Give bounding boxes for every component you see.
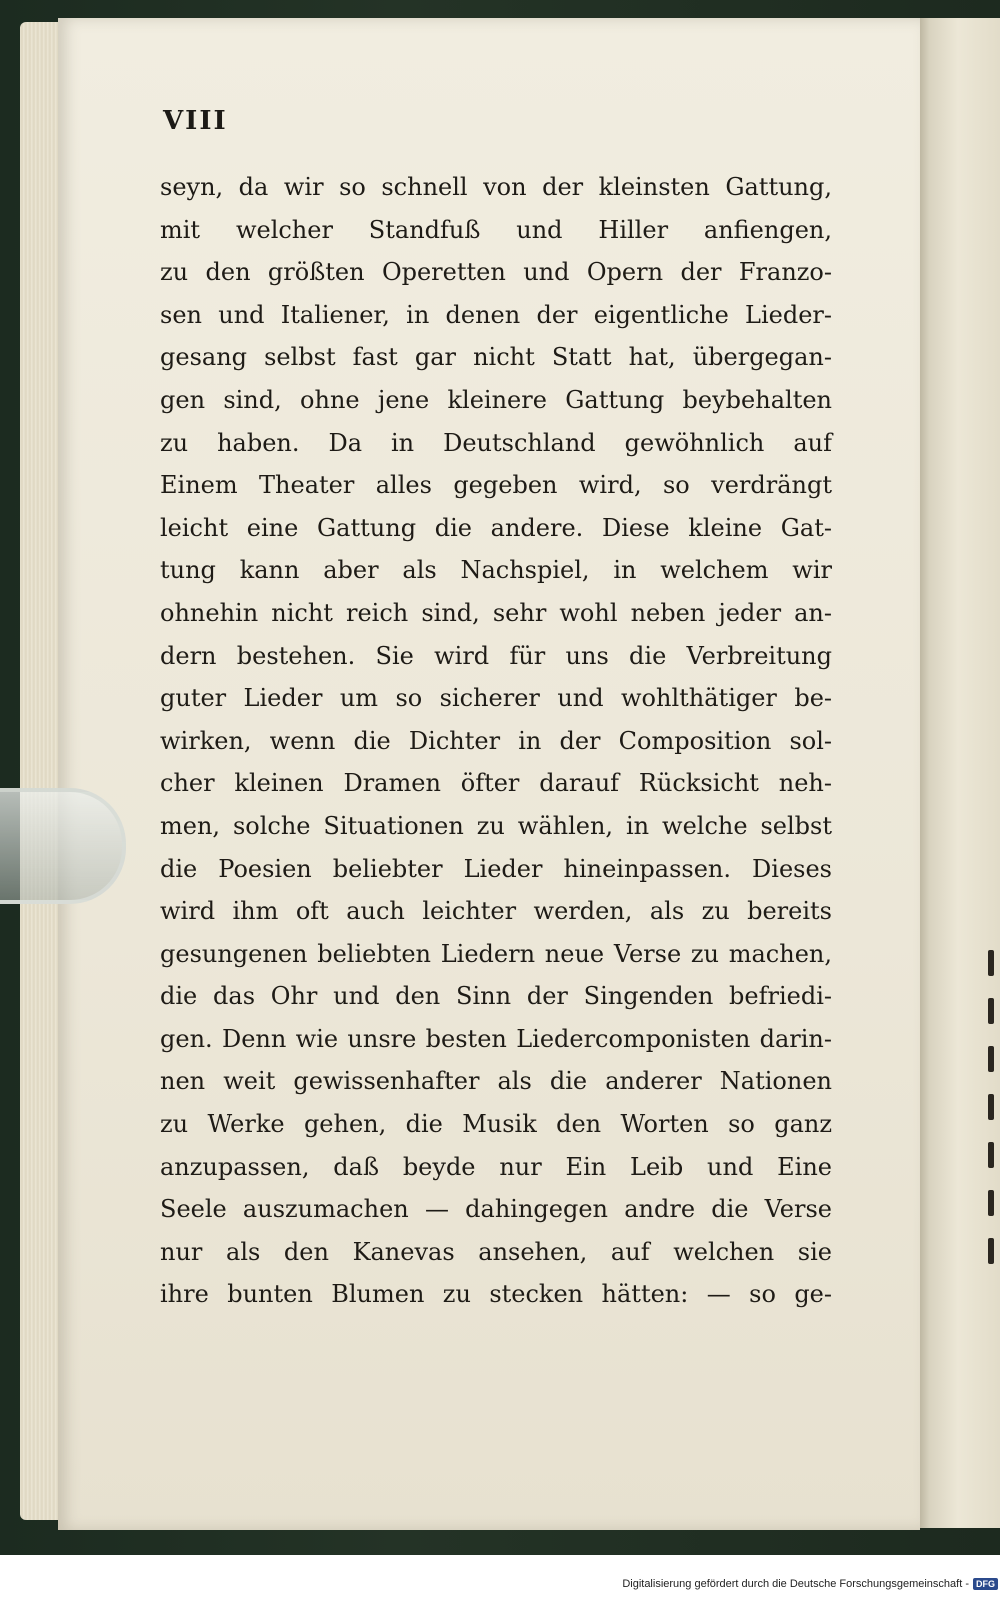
text-line: dern bestehen. Sie wird für uns die Verbreitung [160, 641, 832, 670]
page-holder-clip [0, 788, 126, 904]
text-line: wird ihm oft auch leichter werden, als zu bereits [160, 897, 832, 926]
text-line: gesang selbst fast gar nicht Statt hat, übergegan- [160, 343, 832, 372]
text-line: guter Lieder um so sicherer und wohlthätiger be- [160, 684, 832, 713]
text-line: zu den größten Operetten und Opern der Franzo- [160, 258, 832, 287]
text-line: mit welcher Standfuß und Hiller anfiengen, [160, 215, 832, 244]
text-line: ohnehin nicht reich sind, sehr wohl neben jeder an- [160, 598, 832, 627]
body-text [160, 166, 832, 1316]
text-line: nen weit gewissenhafter als die anderer Nationen [160, 1067, 832, 1096]
page-number: VIII [163, 106, 228, 136]
text-line: zu haben. Da in Deutschland gewöhnlich auf [160, 428, 832, 457]
text-line: nur als den Kanevas ansehen, auf welchen sie [160, 1237, 832, 1266]
text-line: die das Ohr und den Sinn der Singenden befriedi- [160, 982, 832, 1011]
text-line: Seele auszumachen — dahingegen andre die Verse [160, 1195, 832, 1224]
text-line: tung kann aber als Nachspiel, in welchem wir [160, 556, 832, 585]
text-line: sen und Italiener, in denen der eigentliche Lieder- [160, 300, 832, 329]
text-line: gesungenen beliebten Liedern neue Verse zu machen, [160, 939, 832, 968]
text-line: seyn, da wir so schnell von der kleinsten Gattung, [160, 173, 832, 201]
text-line: Einem Theater alles gegeben wird, so verdrängt [160, 471, 832, 500]
text-line: die Poesien beliebter Lieder hineinpassen. Dieses [160, 854, 832, 883]
dfg-logo: DFG [973, 1578, 998, 1590]
text-line: wirken, wenn die Dichter in der Composition sol- [160, 726, 832, 755]
facing-page-ink-marks [988, 950, 998, 1350]
text-line: leicht eine Gattung die andere. Diese kleine Gat- [160, 513, 832, 542]
text-line: men, solche Situationen zu wählen, in welche selbst [160, 811, 832, 840]
text-line: ihre bunten Blumen zu stecken hätten: — so ge- [160, 1280, 832, 1309]
text-line: gen sind, ohne jene kleinere Gattung beybehalten [160, 385, 832, 414]
text-line: zu Werke gehen, die Musik den Worten so ganz [160, 1110, 832, 1139]
text-line: gen. Denn wie unsre besten Liedercomponisten darin- [160, 1024, 832, 1053]
digitization-credit: Digitalisierung gefördert durch die Deutsche Forschungsgemeinschaft - [622, 1578, 969, 1590]
text-line: cher kleinen Dramen öfter darauf Rücksicht neh- [160, 769, 832, 798]
text-line: anzupassen, daß beyde nur Ein Leib und Eine [160, 1152, 832, 1181]
